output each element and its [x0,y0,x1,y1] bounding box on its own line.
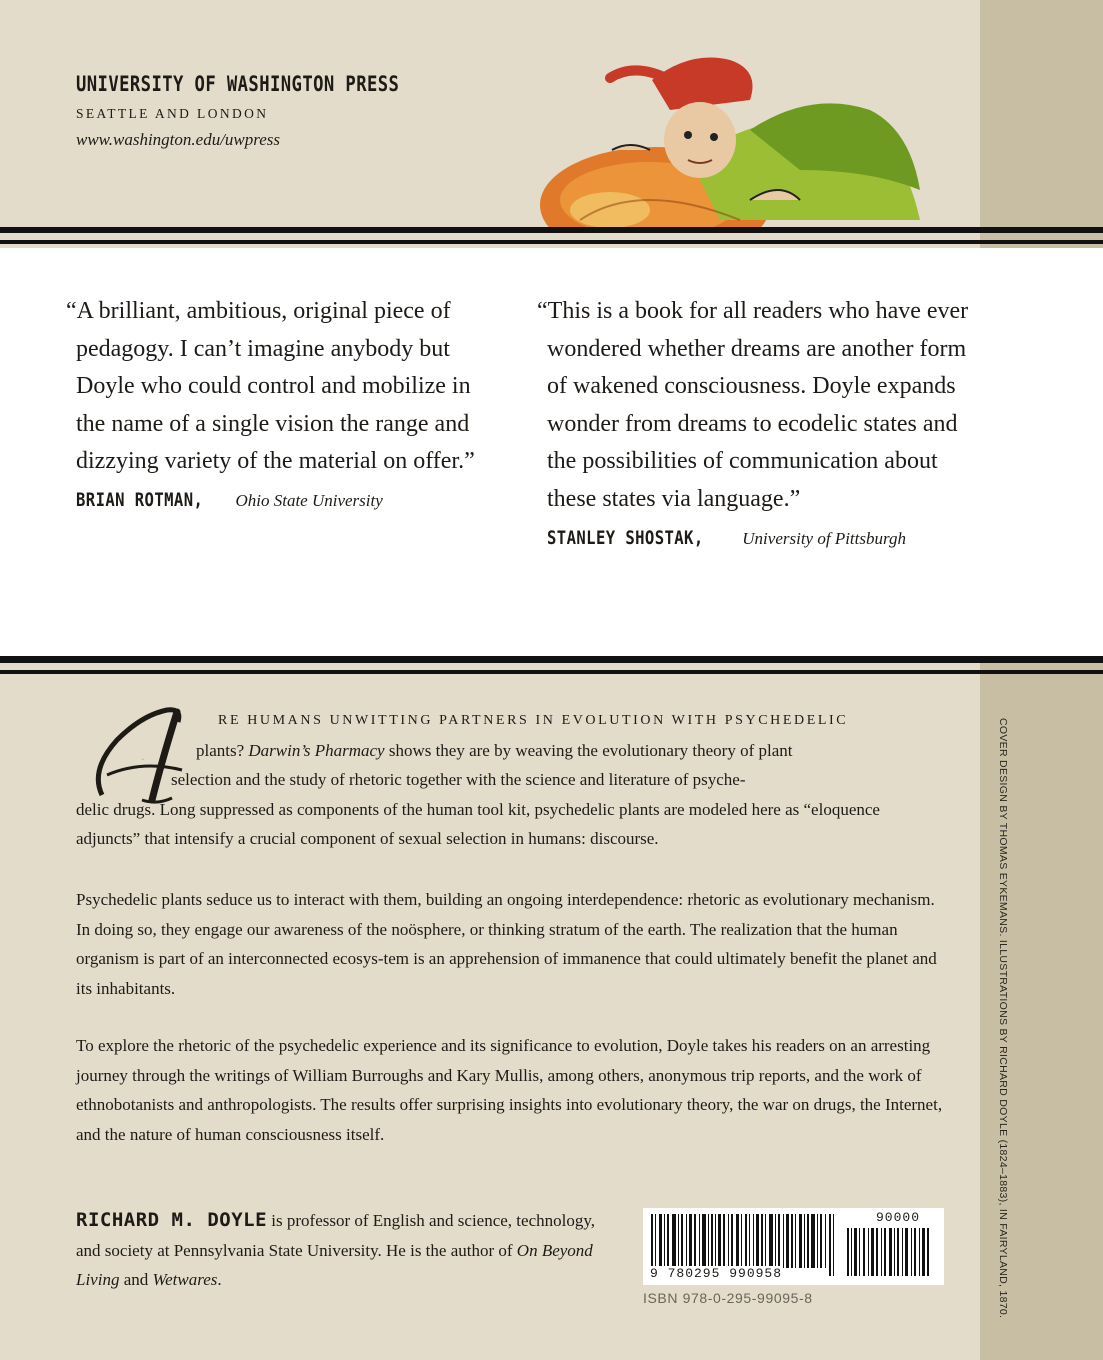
barcode-addon: 90000 [876,1210,921,1225]
description-lead: RE HUMANS UNWITTING PARTNERS IN EVOLUTION WITH PSYCHEDELIC [218,713,849,728]
author-bio: RICHARD M. DOYLE is professor of English and science, technology, and society at Pennsylvania State University. He is the author of On Beyond Living and Wetwares. [76,1209,595,1289]
description-line: selection and the study of rhetoric together with the science and literature of psyche- [171,770,746,789]
description-line: delic drugs. Long suppressed as components of the human tool kit, psychedelic plants are modeled here as “eloquence adjuncts” that intensify a crucial component of sexual selection in humans: discourse. [76,799,880,848]
cover-credit-text: COVER DESIGN BY THOMAS EYKEMANS. ILLUSTRATIONS BY RICHARD DOYLE (1824–1883), IN FAIRYLAND, 1870. [997,718,1009,1319]
elf-illustration [540,50,940,230]
rule-top-thin [0,240,1103,244]
blurb-author: BRIAN ROTMAN, [76,488,204,511]
description-paragraph-1 [76,706,946,854]
blurb-attribution [66,489,486,512]
cover-credit [983,718,1019,1318]
blurb-text: “This is a book for all readers who have ever wondered whether dreams are another form of wakened consciousness. Doyle expands wonder from dreams to ecodelic states and the possibilities of communication about these states via language.” [537,298,969,512]
blurb-affiliation: Ohio State University [235,490,383,510]
publisher-url: www.washington.edu/uwpress [76,130,281,149]
description-paragraph-2: Psychedelic plants seduce us to interact with them, building an ongoing interdependence: rhetoric as evolutionary mechanism. In doing so, they engage our awareness of the noösphere, or thinking stratum of the earth. The realization that the human organism is part of an interconnected ecosys-tem is an apprehension of immanence that could ultimately benefit the planet and its inhabitants. [76,890,937,998]
description-paragraph-3: To explore the rhetoric of the psychedelic experience and its significance to evolution, Doyle takes his readers on an arresting journey through the writings of William Burroughs and Kary Mullis, among others, anonymous trip reports, and the work of ethnobotanists and anthropologists. The results offer surprising insights into evolutionary theory, the war on drugs, the Internet, and the nature of human consciousness itself. [76,1036,943,1144]
barcode [643,1208,944,1285]
rule-bottom-thin [0,670,1103,674]
book-title: On Beyond Living [76,1240,593,1289]
isbn: ISBN 978-0-295-99095-8 [643,1290,813,1306]
rule-top-thick [0,227,1103,233]
blurb-rotman [66,293,486,512]
author-name: RICHARD M. DOYLE [76,1209,268,1231]
dropcap-letter: A [142,759,144,761]
rule-bottom-thick [0,656,1103,663]
blurb-text: “A brilliant, ambitious, original piece of pedagogy. I can’t imagine anybody but Doyle who could control and mobilize in the name of a single vision the range and dizzying variety of the material on offer.” [66,298,475,475]
description-line: plants? Darwin’s Pharmacy shows they are by weaving the evolutionary theory of plant [196,740,793,760]
book-title: Wetwares [152,1270,218,1289]
barcode-digits: 9 780295 990958 [650,1266,783,1281]
publisher-city: SEATTLE AND LONDON [76,106,269,121]
blurb-attribution [537,527,977,550]
blurb-shostak [537,293,977,550]
publisher-block [76,72,470,150]
book-title: Darwin’s Pharmacy [248,740,385,760]
publisher-name: UNIVERSITY OF WASHINGTON PRESS [76,72,400,96]
blurb-author: STANLEY SHOSTAK, [547,526,704,549]
blurb-affiliation: University of Pittsburgh [742,528,906,548]
